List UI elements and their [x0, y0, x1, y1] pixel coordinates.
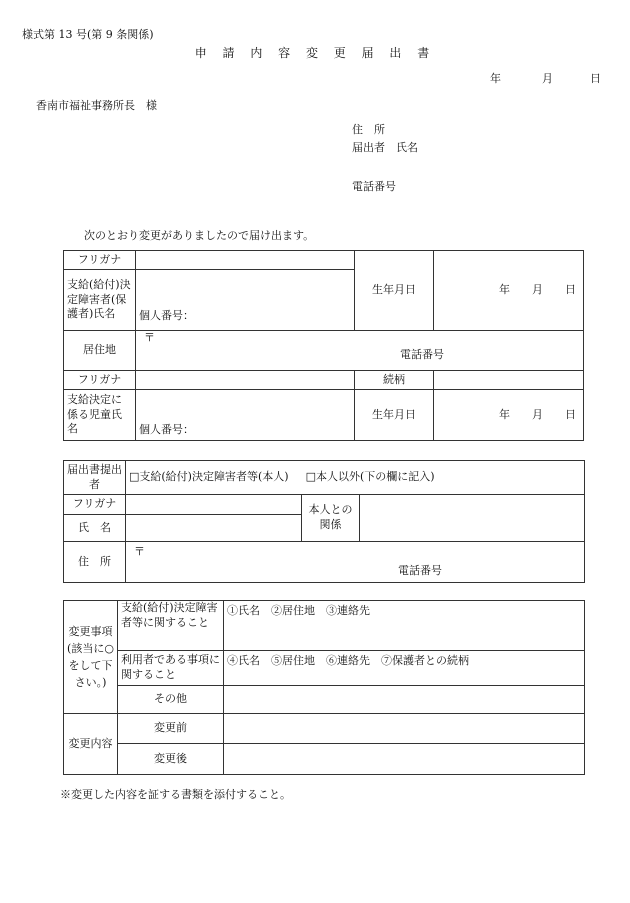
applicant-name-label: 届出者 氏名	[352, 141, 418, 154]
residence-input[interactable]	[136, 331, 584, 371]
child-birth-month-label: 月	[532, 407, 543, 421]
recipient-items-label: 支給(給付)決定障害者等に関すること	[118, 601, 224, 651]
relation-label: 続柄	[355, 371, 434, 390]
intro-text: 次のとおり変更がありましたので届け出ます。	[84, 229, 315, 242]
change-items-label: 変更事項(該当に○をして下さい。)	[64, 601, 118, 714]
residence-label: 居住地	[64, 331, 136, 371]
birth-year-label: 年	[499, 283, 510, 297]
document-title: 申 請 内 容 変 更 届 出 書	[194, 46, 436, 60]
birth-day-label: 日	[565, 283, 576, 297]
furigana-label: フリガナ	[64, 251, 136, 270]
submitter-info-table	[63, 460, 585, 583]
child-birth-year-label: 年	[499, 407, 510, 421]
date-month-label: 月	[542, 72, 553, 85]
change-details-table	[63, 600, 585, 775]
after-input[interactable]	[224, 744, 585, 775]
recipient-name-input[interactable]	[136, 270, 355, 331]
child-individual-number-label: 個人番号：	[139, 423, 194, 437]
residence-postal-mark: 〒	[144, 331, 155, 344]
residence-phone-label: 電話番号	[400, 348, 444, 361]
submitter-phone-label: 電話番号	[398, 564, 442, 577]
date-year-label: 年	[490, 72, 501, 85]
birthdate-label: 生年月日	[355, 251, 434, 331]
submitter-postal-mark: 〒	[134, 545, 145, 558]
individual-number-label: 個人番号：	[139, 309, 194, 323]
submission-date	[490, 70, 601, 86]
submitter-label: 届出書提出者	[64, 461, 126, 495]
option-other-checkbox[interactable]: □本人以外(下の欄に記入)	[305, 470, 435, 484]
option-self-checkbox[interactable]: □支給(給付)決定障害者等(本人)	[129, 470, 289, 484]
before-label: 変更前	[118, 714, 224, 744]
recipient-items-options[interactable]: ①氏名 ②居住地 ③連絡先	[224, 601, 585, 651]
relationship-label: 本人との関係	[302, 495, 360, 542]
child-furigana-label: フリガナ	[64, 371, 136, 390]
submitter-options	[126, 461, 585, 495]
submitter-name-input[interactable]	[126, 515, 302, 542]
submitter-furigana-label: フリガナ	[64, 495, 126, 515]
child-birthdate-field[interactable]	[434, 390, 584, 441]
child-name-input[interactable]	[136, 390, 355, 441]
user-items-options[interactable]: ④氏名 ⑤居住地 ⑥連絡先 ⑦保護者との続柄	[224, 651, 585, 686]
child-birthdate-label: 生年月日	[355, 390, 434, 441]
submitter-address-input[interactable]	[126, 542, 585, 583]
attachment-note: ※変更した内容を証する書類を添付すること。	[60, 788, 291, 801]
other-input[interactable]	[224, 686, 585, 714]
child-birth-day-label: 日	[565, 407, 576, 421]
after-label: 変更後	[118, 744, 224, 775]
birthdate-field[interactable]	[434, 251, 584, 331]
addressee: 香南市福祉事務所長 様	[36, 99, 157, 112]
date-day-label: 日	[590, 72, 601, 85]
submitter-address-label: 住 所	[64, 542, 126, 583]
submitter-furigana-input[interactable]	[126, 495, 302, 515]
relation-input[interactable]	[434, 371, 584, 390]
recipient-name-label: 支給(給付)決定障害者(保護者)氏名	[64, 270, 136, 331]
applicant-phone-label: 電話番号	[352, 180, 396, 193]
birth-month-label: 月	[532, 283, 543, 297]
child-name-label: 支給決定に係る児童氏名	[64, 390, 136, 441]
applicant-address-label: 住 所	[352, 123, 385, 136]
before-input[interactable]	[224, 714, 585, 744]
child-furigana-input[interactable]	[136, 371, 355, 390]
other-label: その他	[118, 686, 224, 714]
form-number: 様式第 13 号(第 9 条関係)	[22, 28, 154, 41]
user-items-label: 利用者である事項に関すること	[118, 651, 224, 686]
relationship-input[interactable]	[360, 495, 585, 542]
furigana-input[interactable]	[136, 251, 355, 270]
change-content-label: 変更内容	[64, 714, 118, 775]
submitter-name-label: 氏 名	[64, 515, 126, 542]
recipient-info-table	[63, 250, 584, 441]
